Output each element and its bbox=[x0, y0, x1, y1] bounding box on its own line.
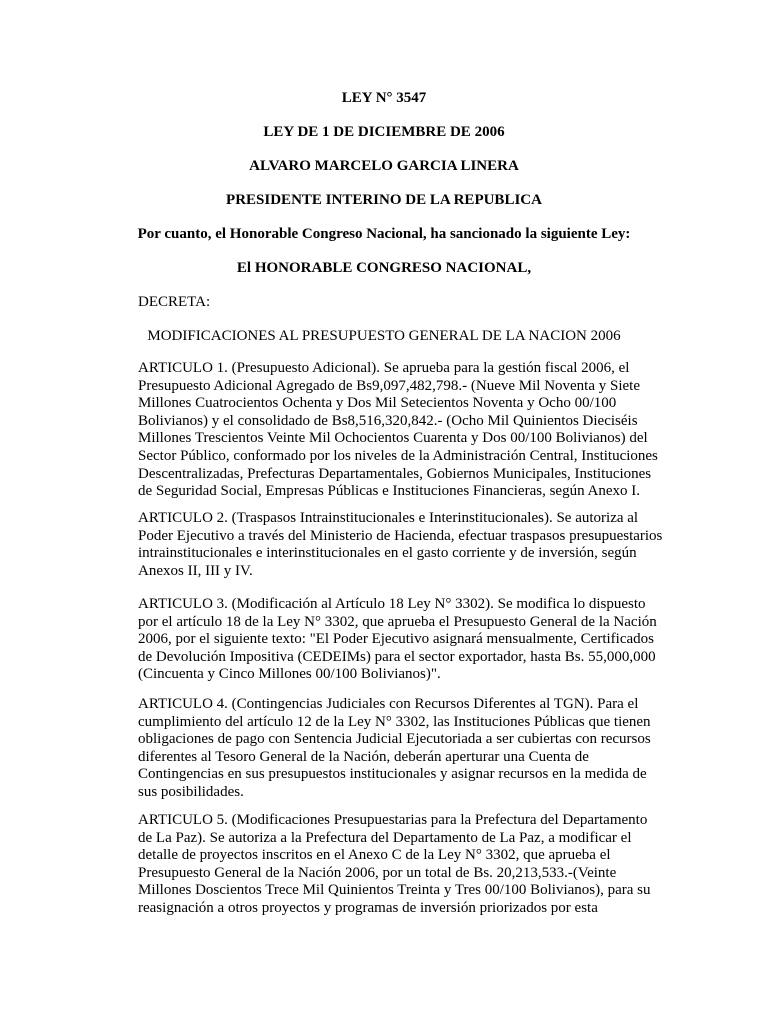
article-line: Millones Cuatrocientos Ochenta y Dos Mil Setecientos Noventa y Ocho 00/100 bbox=[138, 395, 617, 412]
article-line: de La Paz). Se autoriza a la Prefectura del Departamento de La Paz, a modificar el bbox=[138, 829, 632, 846]
article-line: Sector Público, conformado por los niveles de la Administración Central, Instituciones bbox=[138, 447, 658, 464]
article-line: (Cincuenta y Cinco Millones 00/100 Bolivianos)". bbox=[138, 666, 441, 683]
article-line: Millones Trescientos Veinte Mil Ochocientos Cuarenta y Dos 00/100 Bolivianos) del bbox=[138, 430, 648, 447]
president-name: ALVARO MARCELO GARCIA LINERA bbox=[249, 158, 519, 174]
article-line: por el artículo 18 de la Ley N° 3302, que aprueba el Presupuesto General de la Nación bbox=[138, 613, 657, 630]
article-line: 2006, por el siguiente texto: "El Poder Ejecutivo asignará mensualmente, Certificados bbox=[138, 631, 654, 648]
article-line: Millones Doscientos Trece Mil Quinientos Treinta y Tres 00/100 Bolivianos), para su bbox=[138, 882, 651, 899]
article-line: ARTICULO 2. (Traspasos Intrainstitucionales e Interinstitucionales). Se autoriza al bbox=[138, 510, 639, 526]
article-line: ARTICULO 5. (Modificaciones Presupuestarias para la Prefectura del Departamento bbox=[138, 812, 648, 828]
article-2 bbox=[138, 510, 663, 580]
article-line: detalle de proyectos inscritos en el Anexo C de la Ley N° 3302, que aprueba el bbox=[138, 847, 611, 864]
president-title: PRESIDENTE INTERINO DE LA REPUBLICA bbox=[226, 192, 542, 208]
article-line: Contingencias en sus presupuestos institucionales y asignar recursos en la medida de bbox=[138, 766, 647, 783]
article-line: Poder Ejecutivo a través del Ministerio de Hacienda, efectuar traspasos presupuestarios bbox=[138, 527, 663, 544]
article-line: Descentralizadas, Prefecturas Departamentales, Gobiernos Municipales, Instituciones bbox=[138, 465, 652, 482]
congress-line: El HONORABLE CONGRESO NACIONAL, bbox=[236, 260, 532, 276]
article-1 bbox=[138, 360, 658, 501]
article-5 bbox=[138, 812, 651, 918]
article-line: ARTICULO 3. (Modificación al Artículo 18 Ley N° 3302). Se modifica lo dispuesto bbox=[138, 596, 646, 612]
decreta-label: DECRETA: bbox=[138, 294, 211, 310]
article-line: reasignación a otros proyectos y programas de inversión priorizados por esta bbox=[138, 899, 598, 916]
article-line: diferentes al Tesoro General de la Nación, deberán aperturar una Cuenta de bbox=[138, 748, 589, 765]
article-line: intrainstitucionales e interinstitucionales en el gasto corriente y de inversión, según bbox=[138, 545, 637, 562]
article-4 bbox=[138, 696, 651, 802]
article-line: de Devolución Impositiva (CEDEIMs) para el sector exportador, hasta Bs. 55,000,000 bbox=[138, 648, 656, 665]
article-line: Presupuesto Adicional Agregado de Bs9,097,482,798.- (Nueve Mil Noventa y Siete bbox=[138, 377, 641, 394]
article-line: ARTICULO 1. (Presupuesto Adicional). Se aprueba para la gestión fiscal 2006, el bbox=[138, 360, 630, 376]
article-3 bbox=[138, 596, 657, 684]
article-line: de Seguridad Social, Empresas Públicas e Instituciones Financieras, según Anexo I. bbox=[138, 483, 640, 500]
article-line: ARTICULO 4. (Contingencias Judiciales con Recursos Diferentes al TGN). Para el bbox=[138, 696, 639, 712]
law-number: LEY N° 3547 bbox=[341, 90, 427, 106]
law-date: LEY DE 1 DE DICIEMBRE DE 2006 bbox=[263, 124, 505, 140]
article-line: cumplimiento del artículo 12 de la Ley N° 3302, las Instituciones Públicas que tienen bbox=[138, 713, 651, 730]
article-line: obligaciones de pago con Sentencia Judicial Ejecutoriada a ser cubiertas con recursos bbox=[138, 731, 651, 748]
article-line: sus posibilidades. bbox=[138, 783, 244, 800]
article-line: Anexos II, III y IV. bbox=[138, 562, 253, 579]
por-cuanto-line: Por cuanto, el Honorable Congreso Nacional, ha sancionado la siguiente Ley: bbox=[137, 226, 631, 242]
article-line: Bolivianos) y el consolidado de Bs8,516,320,842.- (Ocho Mil Quinientos Dieciséis bbox=[138, 412, 638, 429]
article-line: Presupuesto General de la Nación 2006, por un total de Bs. 20,213,533.-(Veinte bbox=[138, 864, 617, 881]
section-title: MODIFICACIONES AL PRESUPUESTO GENERAL DE LA NACION 2006 bbox=[147, 328, 621, 344]
